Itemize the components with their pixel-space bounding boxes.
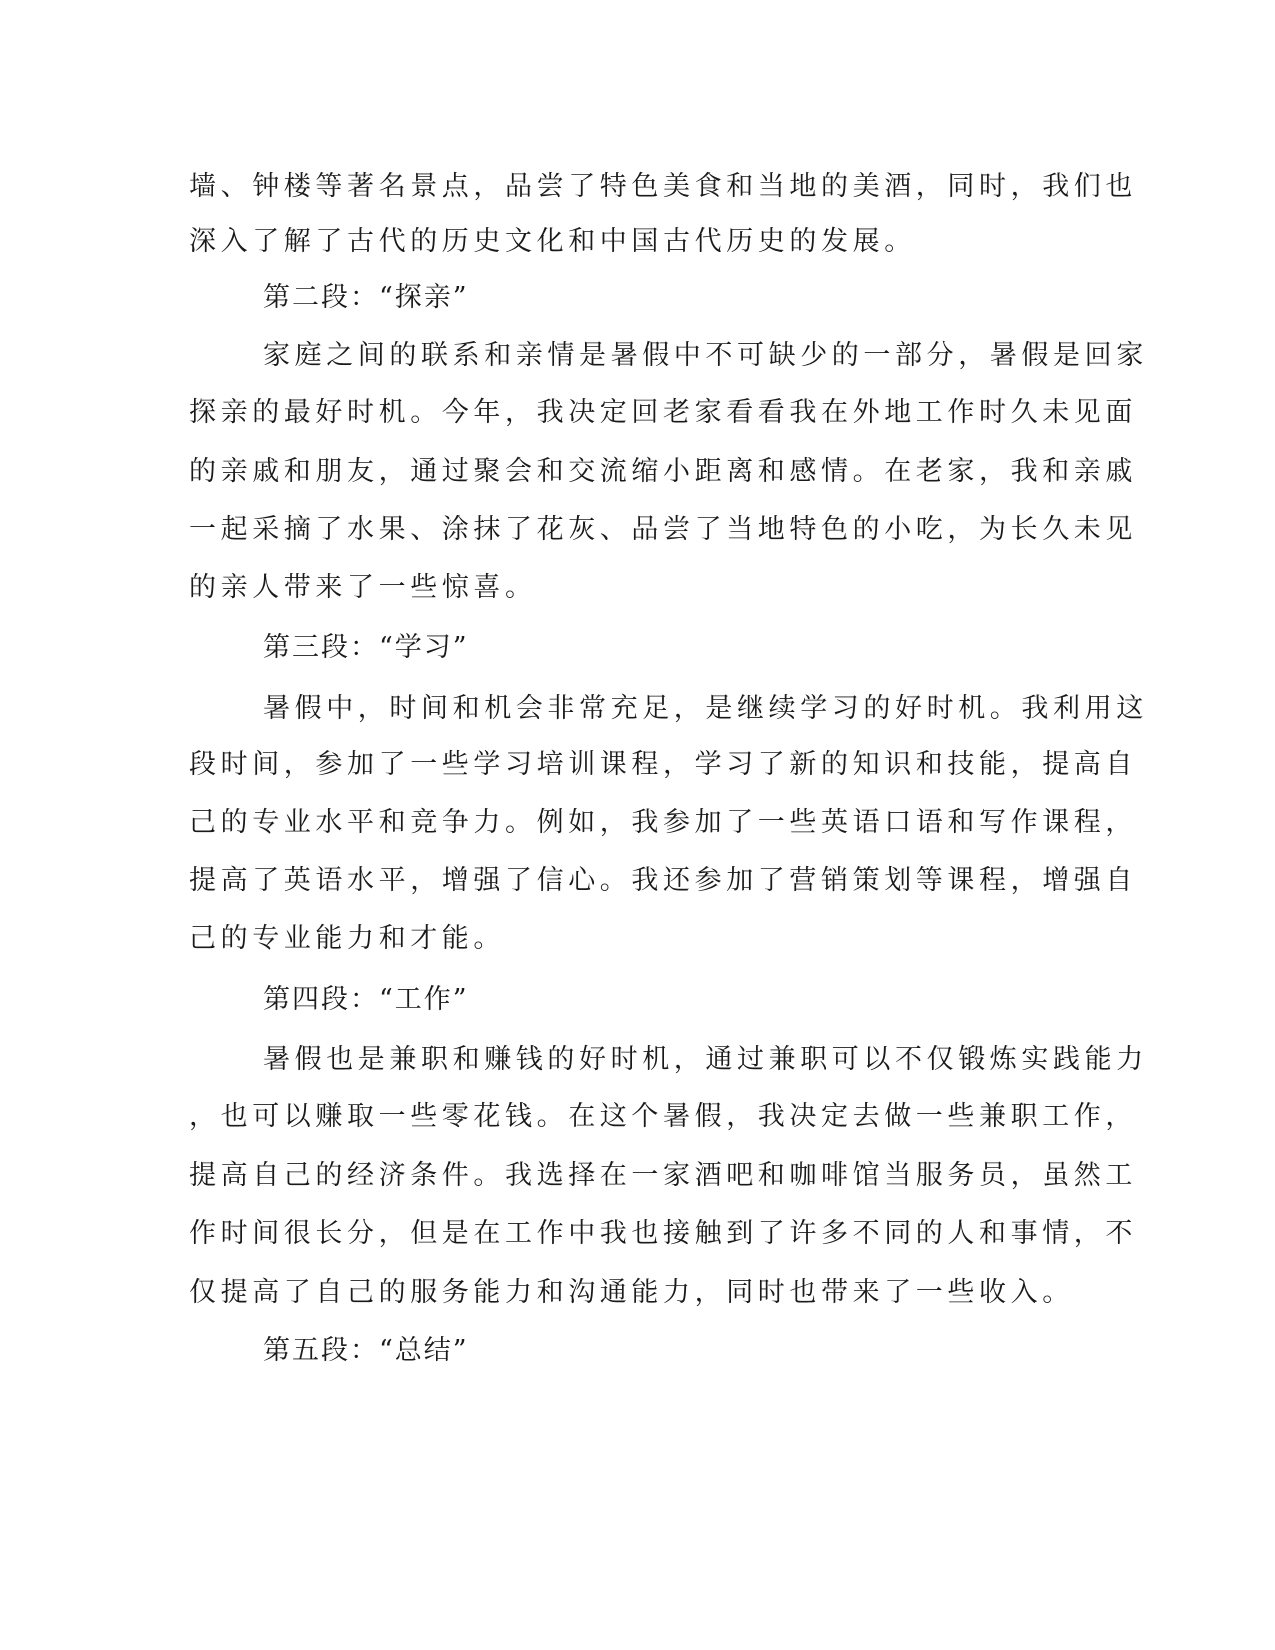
- section-heading: 第三段：“学习”: [263, 632, 469, 663]
- text-line: 己的专业能力和才能。: [189, 923, 505, 954]
- text-line: 家庭之间的联系和亲情是暑假中不可缺少的一部分，暑假是回家: [263, 340, 1148, 371]
- section-heading: 第四段：“工作”: [263, 984, 469, 1015]
- text-line: 的亲人带来了一些惊喜。: [189, 572, 537, 603]
- text-line: 暑假中，时间和机会非常充足，是继续学习的好时机。我利用这: [263, 693, 1148, 724]
- section-heading: 第五段：“总结”: [263, 1335, 469, 1366]
- section-heading: 第二段：“探亲”: [263, 282, 469, 313]
- text-line: 深入了解了古代的历史文化和中国古代历史的发展。: [189, 226, 916, 257]
- text-line: 作时间很长分，但是在工作中我也接触到了许多不同的人和事情，不: [189, 1218, 1137, 1249]
- text-line: 探亲的最好时机。今年，我决定回老家看看我在外地工作时久未见面: [189, 397, 1137, 428]
- text-line: 墙、钟楼等著名景点，品尝了特色美食和当地的美酒，同时，我们也: [189, 171, 1137, 202]
- text-line: 仅提高了自己的服务能力和沟通能力，同时也带来了一些收入。: [189, 1277, 1074, 1308]
- text-line: 一起采摘了水果、涂抹了花灰、品尝了当地特色的小吃，为长久未见: [189, 514, 1137, 545]
- text-line: 提高自己的经济条件。我选择在一家酒吧和咖啡馆当服务员，虽然工: [189, 1160, 1137, 1191]
- text-line: ，也可以赚取一些零花钱。在这个暑假，我决定去做一些兼职工作，: [189, 1101, 1137, 1132]
- text-line: 己的专业水平和竞争力。例如，我参加了一些英语口语和写作课程，: [189, 807, 1137, 838]
- text-line: 段时间，参加了一些学习培训课程，学习了新的知识和技能，提高自: [189, 749, 1137, 780]
- text-line: 暑假也是兼职和赚钱的好时机，通过兼职可以不仅锻炼实践能力: [263, 1044, 1148, 1075]
- text-line: 提高了英语水平，增强了信心。我还参加了营销策划等课程，增强自: [189, 865, 1137, 896]
- text-line: 的亲戚和朋友，通过聚会和交流缩小距离和感情。在老家，我和亲戚: [189, 456, 1137, 487]
